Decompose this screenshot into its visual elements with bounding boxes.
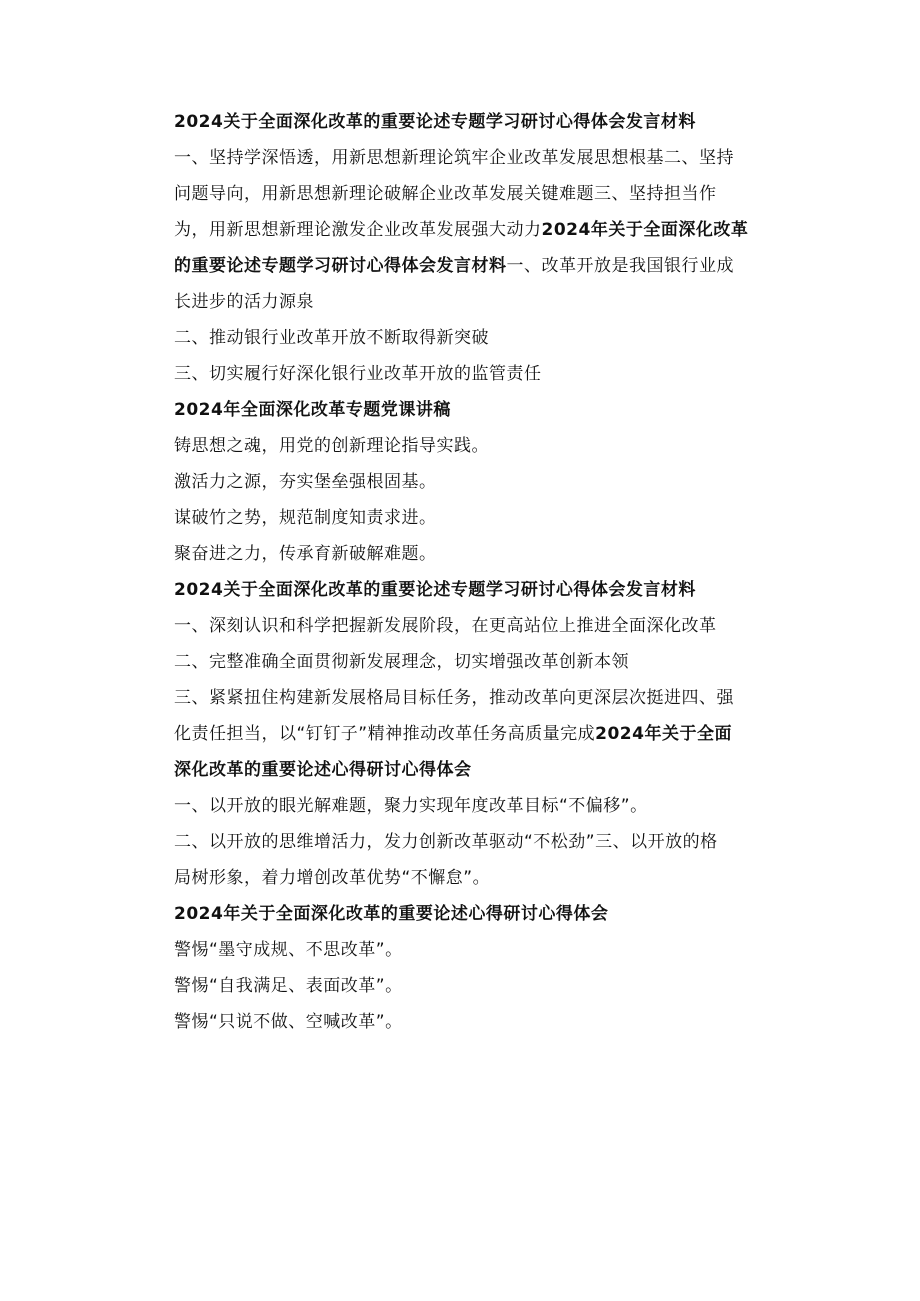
paragraph-line: 三、紧紧扭住构建新发展格局目标任务，推动改革向更深层次挺进四、强 <box>174 688 734 708</box>
paragraph-line: 化责任担当，以“钉钉子”精神推动改革任务高质量完成2024年关于全面 <box>174 724 732 744</box>
paragraph-line: 长进步的活力源泉 <box>174 292 314 312</box>
section-title-2: 2024年全面深化改革专题党课讲稿 <box>174 400 451 420</box>
section-title-3: 2024关于全面深化改革的重要论述专题学习研讨心得体会发言材料 <box>174 580 696 600</box>
inline-title: 2024年关于全面深化改革 <box>541 220 749 240</box>
paragraph-line: 一、以开放的眼光解难题，聚力实现年度改革目标“不偏移”。 <box>174 796 648 816</box>
paragraph-line: 二、推动银行业改革开放不断取得新突破 <box>174 328 489 348</box>
paragraph-line: 的重要论述专题学习研讨心得体会发言材料一、改革开放是我国银行业成 <box>174 256 734 276</box>
paragraph-line: 警惕“墨守成规、不思改革”。 <box>174 940 403 960</box>
section-title-4: 深化改革的重要论述心得研讨心得体会 <box>174 760 472 780</box>
inline-title: 的重要论述专题学习研讨心得体会发言材料 <box>174 256 507 276</box>
paragraph-line: 谋破竹之势，规范制度知责求进。 <box>174 508 437 528</box>
paragraph-line: 一、深刻认识和科学把握新发展阶段，在更高站位上推进全面深化改革 <box>174 616 717 636</box>
paragraph-line: 为，用新思想新理论激发企业改革发展强大动力2024年关于全面深化改革 <box>174 220 749 240</box>
paragraph-line: 铸思想之魂，用党的创新理论指导实践。 <box>174 436 489 456</box>
paragraph-line: 一、坚持学深悟透，用新思想新理论筑牢企业改革发展思想根基二、坚持 <box>174 148 734 168</box>
paragraph-line: 问题导向，用新思想新理论破解企业改革发展关键难题三、坚持担当作 <box>174 184 717 204</box>
paragraph-line: 二、完整准确全面贯彻新发展理念，切实增强改革创新本领 <box>174 652 629 672</box>
document-body <box>174 104 774 1040</box>
paragraph-line: 警惕“只说不做、空喊改革”。 <box>174 1012 403 1032</box>
paragraph-line: 激活力之源，夯实堡垒强根固基。 <box>174 472 437 492</box>
paragraph-line: 三、切实履行好深化银行业改革开放的监管责任 <box>174 364 542 384</box>
paragraph-line: 聚奋进之力，传承育新破解难题。 <box>174 544 437 564</box>
paragraph-line: 警惕“自我满足、表面改革”。 <box>174 976 403 996</box>
section-title-1: 2024关于全面深化改革的重要论述专题学习研讨心得体会发言材料 <box>174 112 696 132</box>
paragraph-line: 二、以开放的思维增活力，发力创新改革驱动“不松劲”三、以开放的格 <box>174 832 718 852</box>
paragraph-line: 局树形象，着力增创改革优势“不懈怠”。 <box>174 868 491 888</box>
section-title-5: 2024年关于全面深化改革的重要论述心得研讨心得体会 <box>174 904 609 924</box>
inline-title: 2024年关于全面 <box>595 724 732 744</box>
